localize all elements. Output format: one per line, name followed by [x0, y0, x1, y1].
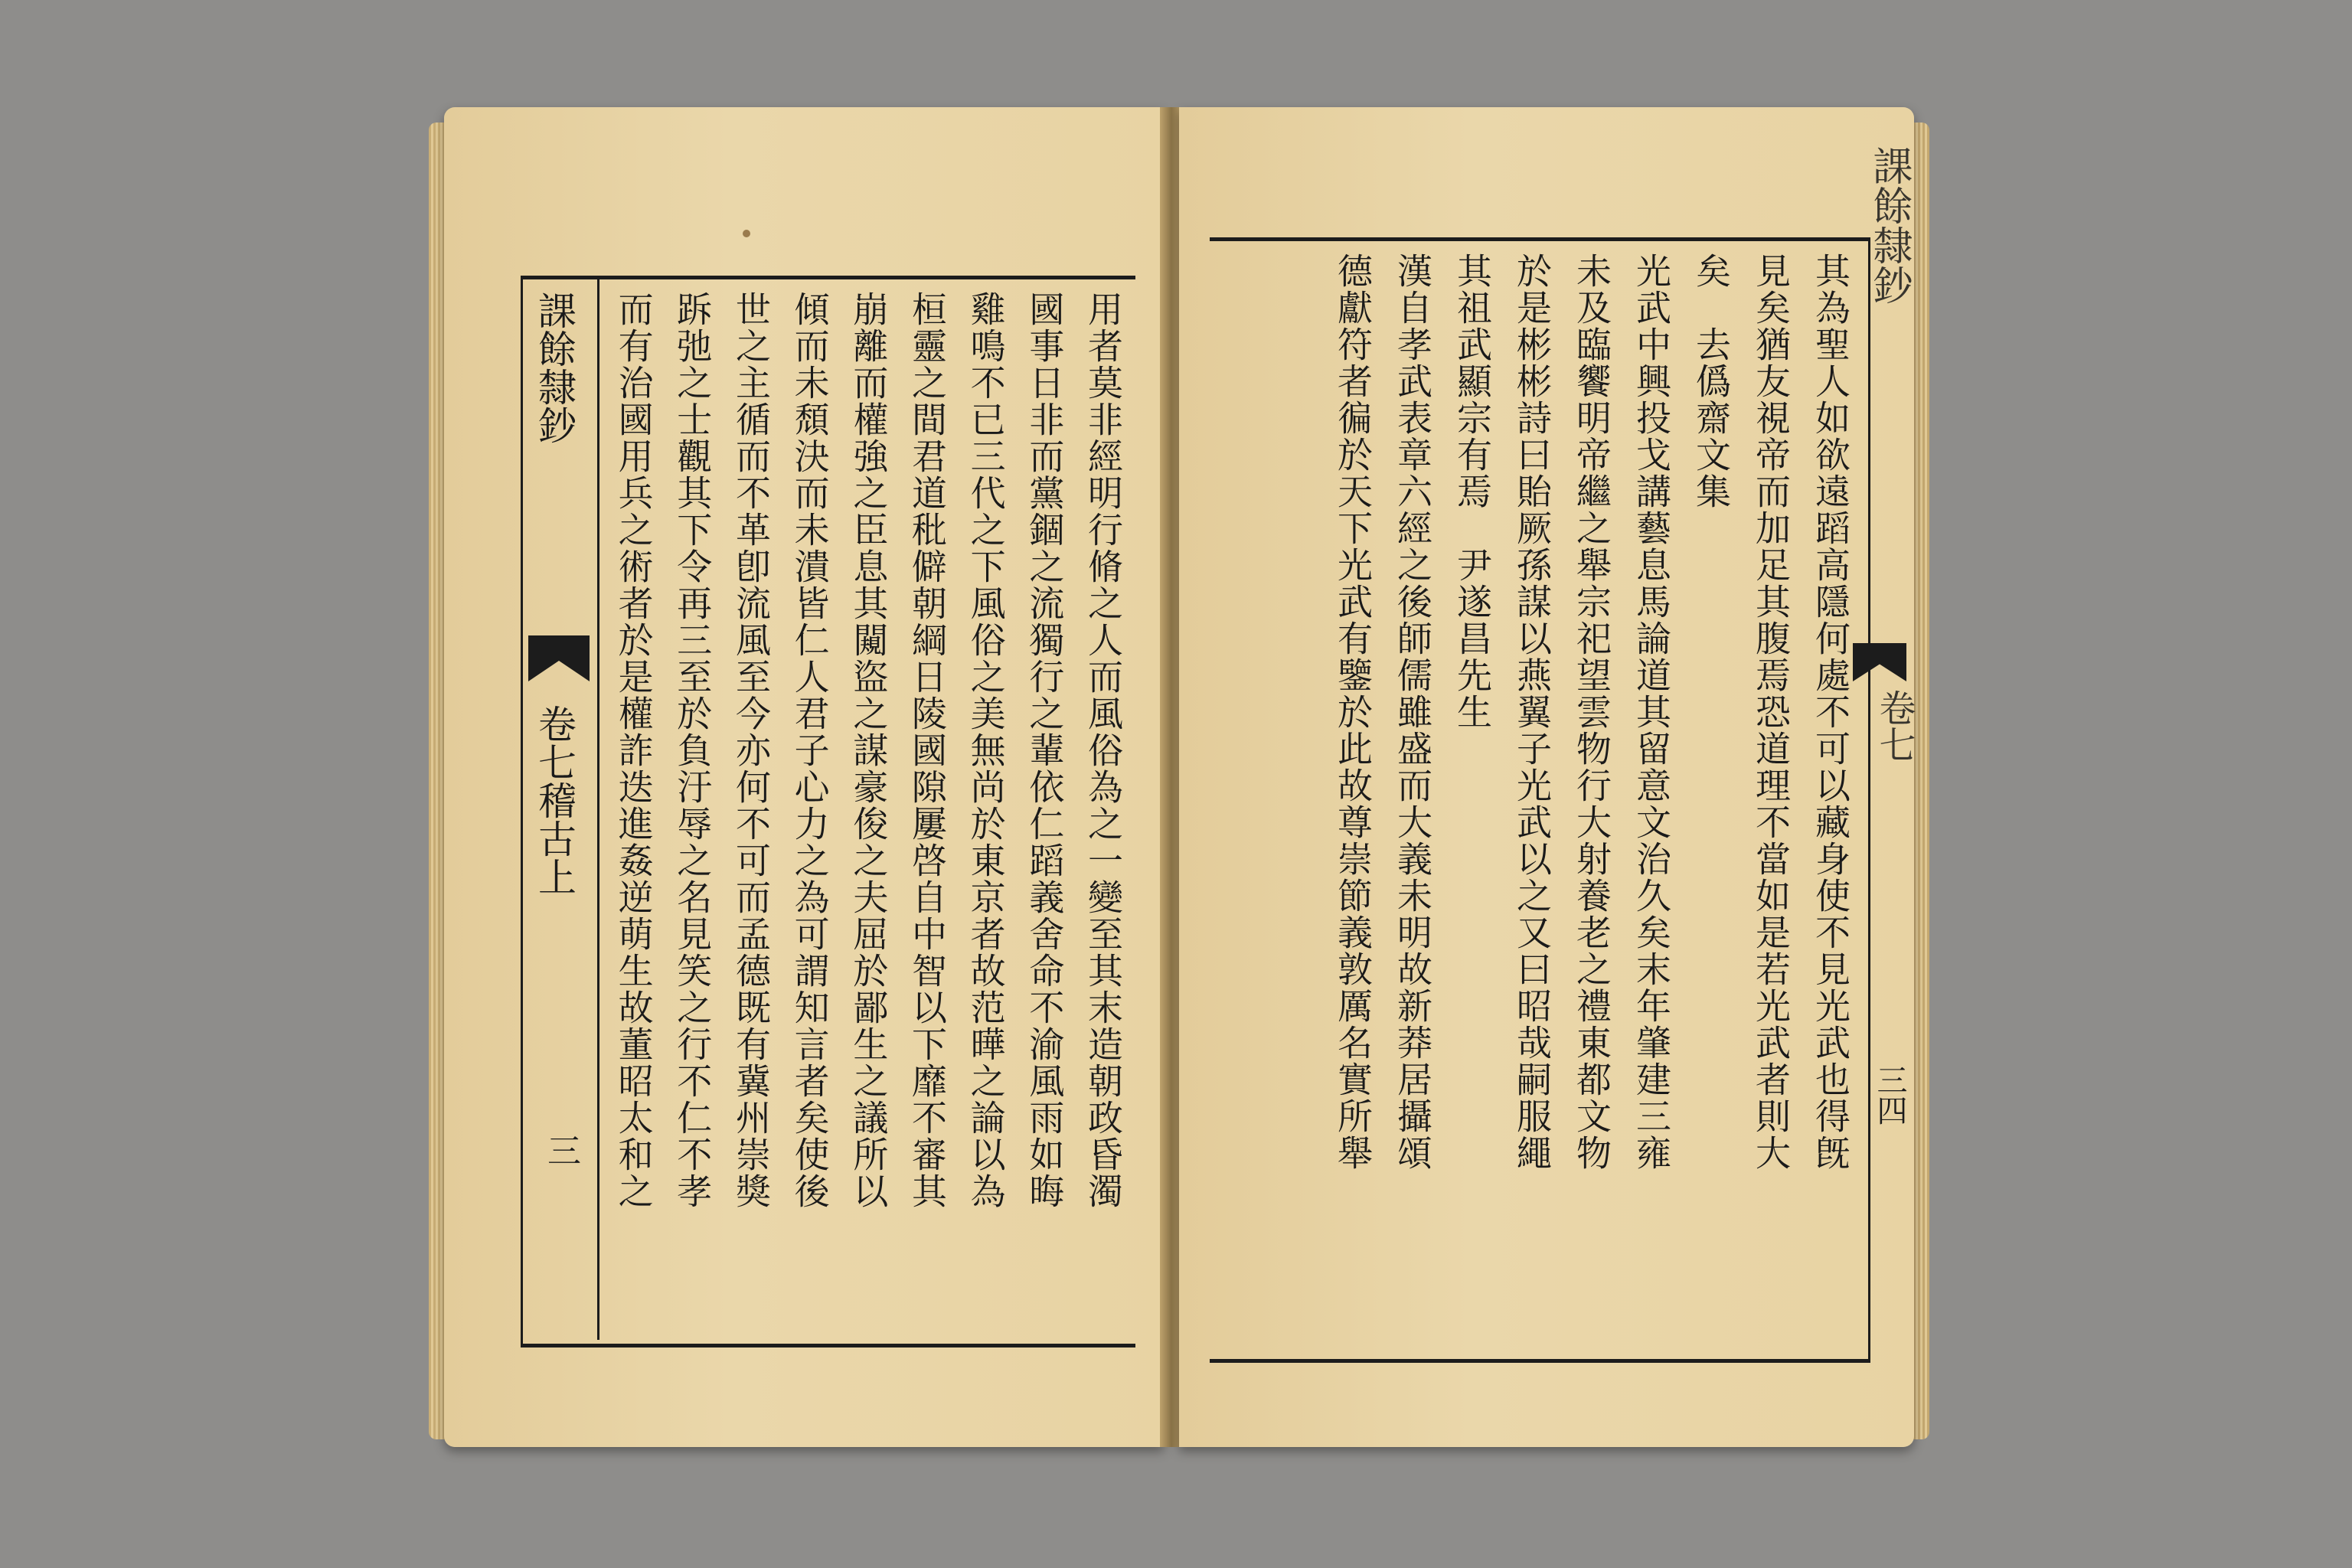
- text-column: 雞鳴不已三代之下風俗之美無尚於東京者故范曄之論以為: [965, 291, 1007, 1210]
- text-column: 跅弛之士觀其下令再三至於負汙辱之名見笑之行不仁不孝: [671, 291, 714, 1210]
- text-column: 於是彬彬詩曰貽厥孫謀以燕翼子光武以之又曰昭哉嗣服繩: [1511, 253, 1553, 1171]
- right-volume-label: 卷七: [1873, 689, 1916, 763]
- text-column: 光武中興投戈講藝息馬論道其留意文治久矣末年肇建三雍: [1631, 253, 1672, 1171]
- text-column: 世之主循而不革卽流風至今亦何不可而孟德既有冀州崇獎: [730, 291, 772, 1210]
- right-page-number: 三四: [1872, 1064, 1907, 1125]
- text-column: 國事日非而黨錮之流獨行之輩依仁蹈義舍命不渝風雨如晦: [1024, 291, 1066, 1210]
- paper-stain: [743, 230, 750, 237]
- fish-tail-mark-icon: [528, 635, 590, 681]
- fish-tail-mark-icon: [1853, 643, 1906, 681]
- text-column: 傾而未頹決而未潰皆仁人君子心力之為可謂知言者矣使後: [789, 291, 831, 1210]
- text-column: 而有治國用兵之術者於是權詐迭進姦逆萌生故董昭太和之: [612, 291, 655, 1210]
- right-text-columns: [1225, 253, 1860, 1340]
- left-text-columns: [605, 291, 1133, 1332]
- left-page: [444, 107, 1164, 1447]
- text-column: 未及臨饗明帝繼之舉宗祀望雲物行大射養老之禮東都文物: [1571, 253, 1612, 1171]
- text-column: 用者莫非經明行脩之人而風俗為之一變至其末造朝政昏濁: [1083, 291, 1124, 1210]
- volume-label: 卷七稽古上: [532, 704, 577, 896]
- open-book: [413, 92, 1945, 1493]
- left-page-center-column: [521, 276, 599, 1340]
- left-page-number: 三: [541, 1133, 580, 1167]
- text-column: 其祖武顯宗有焉 尹遂昌先生: [1452, 253, 1493, 730]
- text-column: 矣 去僞齋文集: [1690, 253, 1732, 510]
- book-title: 課餘隸鈔: [532, 291, 577, 444]
- text-column: 桓靈之間君道秕僻朝綱日陵國隙屢啓自中智以下靡不審其: [906, 291, 948, 1210]
- text-column: 見矣猶友視帝而加足其腹焉恐道理不當如是若光武者則大: [1750, 253, 1792, 1171]
- text-column: 其為聖人如欲遠蹈高隱何處不可以藏身使不見光武也得旣: [1810, 253, 1851, 1171]
- right-running-title: 課餘隸鈔: [1866, 145, 1912, 305]
- text-column: 德獻符者徧於天下光武有鑒於此故尊崇節義敦厲名實所舉: [1332, 253, 1374, 1171]
- text-column: 崩離而權強之臣息其闚盜之謀豪俊之夫屈於鄙生之議所以: [848, 291, 890, 1210]
- text-column: 漢自孝武表章六經之後師儒雖盛而大義未明故新莽居攝頌: [1392, 253, 1433, 1171]
- right-page: [1179, 107, 1914, 1447]
